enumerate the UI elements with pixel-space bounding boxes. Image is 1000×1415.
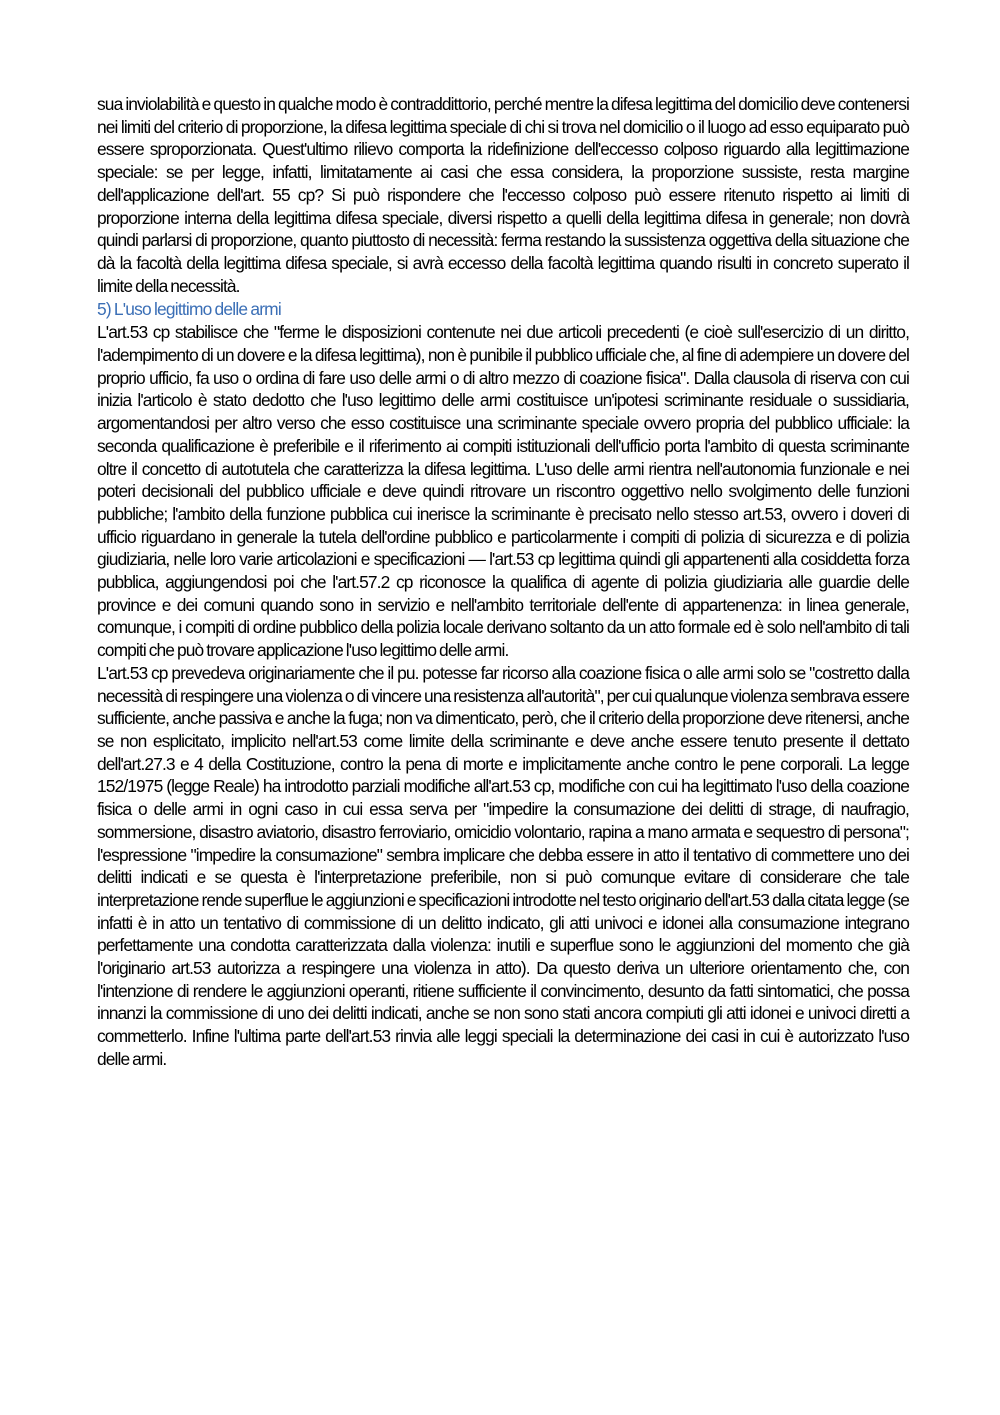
section-heading: 5) L'uso legittimo delle armi [97, 299, 281, 320]
paragraph-art53-history: L'art.53 cp prevedeva originariamente che il pu. potesse far ricorso alla coazione fisica o alle armi solo se "costretto dalla necessità di respingere una violenza o di vincere una resistenza all'autorità", per cui qualunque violenza sembrava essere sufficiente, anche passiva e anche la fuga; non va dimenticato, però, che il criterio della proporzione deve ritenersi, anche se non esplicitato, implicito nell'art.53 come limite della scriminante e deve anche essere tenuto presente il dettato dell'art.27.3 e 4 della Costituzione, contro la pena di morte e implicitamente anche contro le pene corporali. La legge 152/1975 (legge Reale) ha introdotto parziali modifiche all'art.53 cp, modifiche con cui ha legittimato l'uso della coazione fisica o delle armi in ogni caso in cui essa serva per "impedire la consumazione dei delitti di strage, di naufragio, sommersione, disastro aviatorio, disastro ferroviario, omicidio volontario, rapina a mano armata e sequestro di persona"; l'espressione "impedire la consumazione" sembra implicare che debba essere in atto il tentativo di commettere uno dei delitti indicati e se questa è l'interpretazione preferibile, non si può comunque evitare di considerare che tale interpretazione rende superflue le aggiunzioni e specificazioni introdotte nel testo originario dell'art.53 dalla citata legge (se infatti è in atto un tentativo di commissione di un delitto indicato, gli atti univoci e idonei alla consumazione integrano perfettamente una condotta caratterizzata dalla violenza: inutili e superflue sono le aggiunzioni del momento che già l'originario art.53 autorizza a respingere una violenza in atto). Da questo deriva un ulteriore orientamento che, con l'intenzione di rendere le aggiunzioni operanti, ritiene sufficiente il convincimento, desunto da fatti sintomatici, che possa innanzi la commissione di uno dei delitti indicati, anche se non sono stati ancora compiuti gli atti idonei e univoci diretti a commetterlo. Infine l'ultima parte dell'art.53 rinvia alle leggi speciali la determinazione dei casi in cui è autorizzato l'uso delle armi. [97, 662, 909, 1069]
document-body [97, 93, 909, 1071]
paragraph-art53-scope: L'art.53 cp stabilisce che "ferme le disposizioni contenute nei due articoli precedenti (e cioè sull'esercizio di un diritto, l'adempimento di un dovere e la difesa legittima), non è punibile il pubblico ufficiale che, al fine di adempiere un dovere del proprio ufficio, fa uso o ordina di fare uso delle armi o di altro mezzo di coazione fisica". Dalla clausola di riserva con cui inizia l'articolo è stato dedotto che l'uso legittimo delle armi costituisce un'ipotesi scriminante residuale o sussidiaria, argomentandosi per altro verso che esso costituisce una scriminante speciale ovvero propria del pubblico ufficiale: la seconda qualificazione è preferibile e il riferimento ai compiti istituzionali dell'ufficio porta l'ambito di questa scriminante oltre il concetto di autotutela che caratterizza la difesa legittima. L'uso delle armi rientra nell'autonomia funzionale e nei poteri decisionali del pubblico ufficiale e deve quindi ritrovare un riscontro oggettivo nello svolgimento delle funzioni pubbliche; l'ambito della funzione pubblica cui inerisce la scriminante è precisato nello stesso art.53, ovvero i doveri di ufficio riguardano in generale la tutela dell'ordine pubblico e particolarmente i compiti di polizia di sicurezza e di polizia giudiziaria, nelle loro varie articolazioni e specificazioni — l'art.53 cp legittima quindi gli appartenenti alla cosiddetta forza pubblica, aggiungendosi poi che l'art.57.2 cp riconosce la qualifica di agente di polizia giudiziaria alle guardie delle province e dei comuni quando sono in servizio e nell'ambito territoriale dell'ente di appartenenza: in linea generale, comunque, i compiti di ordine pubblico della polizia locale derivano soltanto da un atto formale ed è solo nell'ambito di tali compiti che può trovare applicazione l'uso legittimo delle armi. [97, 322, 909, 661]
paragraph-excess-self-defense: sua inviolabilità e questo in qualche modo è contraddittorio, perché mentre la difesa legittima del domicilio deve contenersi nei limiti del criterio di proporzione, la difesa legittima speciale di chi si trova nel domicilio o il luogo ad esso equiparato può essere sproporzionata. Quest'ultimo rilievo comporta la ridefinizione dell'eccesso colposo riguardo alla legittimazione speciale: se per legge, infatti, limitatamente ai casi che essa considera, la proporzione sussiste, resta margine dell'applicazione dell'art. 55 cp? Si può rispondere che l'eccesso colposo può essere ritenuto rispetto ai limiti di proporzione interna della legittima difesa speciale, diversi rispetto a quelli della legittima difesa in generale; non dovrà quindi parlarsi di proporzione, quanto piuttosto di necessità: ferma restando la sussistenza oggettiva della situazione che dà la facoltà della legittima difesa speciale, si avrà eccesso della facoltà legittima quando risulti in concreto superato il limite della necessità. [97, 94, 909, 296]
